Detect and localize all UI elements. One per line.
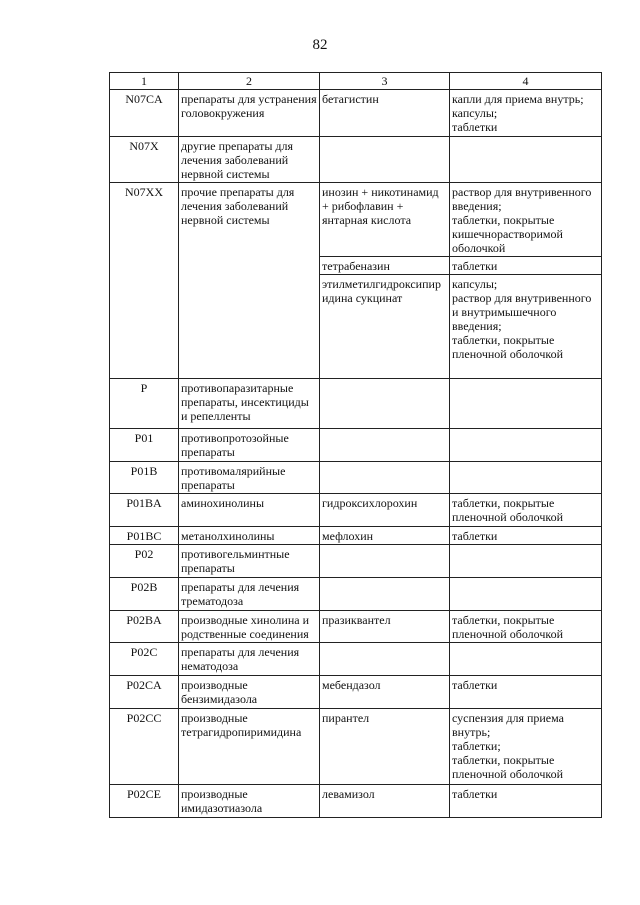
- group-name-cell: противогельминтные препараты: [179, 545, 320, 578]
- drug-name-cell: мефлохин: [320, 527, 450, 545]
- group-name-cell: метанолхинолины: [179, 527, 320, 545]
- atc-code-cell: P02BA: [110, 611, 179, 643]
- group-name-cell: противомалярийные препараты: [179, 462, 320, 494]
- group-name-cell: производные бензимидазола: [179, 676, 320, 709]
- group-name-cell: аминохинолины: [179, 494, 320, 527]
- atc-code-cell: P01BA: [110, 494, 179, 527]
- dosage-form-cell: таблетки, покрытые пленочной оболочкой: [450, 611, 602, 643]
- drug-name-cell-empty: [320, 462, 450, 494]
- table-row: [110, 429, 602, 462]
- atc-code-cell: P02CE: [110, 785, 179, 818]
- drug-name-cell: инозин + никотинамид + рибофлавин + янтарная кислота: [320, 183, 450, 257]
- dosage-form-cell-empty: [450, 545, 602, 578]
- table-body: [110, 90, 602, 818]
- atc-code-cell: P02C: [110, 643, 179, 676]
- table-row: [110, 90, 602, 137]
- dosage-form-cell-empty: [450, 643, 602, 676]
- dosage-form-cell-empty: [450, 379, 602, 429]
- table-row: [110, 785, 602, 818]
- table-row: [110, 709, 602, 785]
- drug-name-cell-empty: [320, 643, 450, 676]
- atc-code-cell: P02CA: [110, 676, 179, 709]
- atc-code-cell: N07XX: [110, 183, 179, 379]
- dosage-form-cell: капсулы; раствор для внутривенного и внутримышечного введения; таблетки, покрытые пленочной оболочкой: [450, 275, 602, 379]
- atc-code-cell: P02B: [110, 578, 179, 611]
- drug-name-cell-empty: [320, 429, 450, 462]
- drug-name-cell: тетрабеназин: [320, 257, 450, 275]
- atc-code-cell: P: [110, 379, 179, 429]
- dosage-form-cell: таблетки: [450, 785, 602, 818]
- table-row: [110, 527, 602, 545]
- table-row: [110, 462, 602, 494]
- dosage-form-cell-empty: [450, 578, 602, 611]
- drug-table: [109, 72, 602, 818]
- dosage-form-cell: суспензия для приема внутрь; таблетки; таблетки, покрытые пленочной оболочкой: [450, 709, 602, 785]
- drug-name-cell-empty: [320, 137, 450, 183]
- column-header-4: 4: [450, 73, 602, 90]
- atc-code-cell: P02CC: [110, 709, 179, 785]
- group-name-cell: производные хинолина и родственные соединения: [179, 611, 320, 643]
- table-row: [110, 379, 602, 429]
- drug-name-cell-empty: [320, 545, 450, 578]
- atc-code-cell: N07CA: [110, 90, 179, 137]
- atc-code-cell: P02: [110, 545, 179, 578]
- drug-name-cell-empty: [320, 379, 450, 429]
- page-number: 82: [312, 37, 328, 53]
- drug-name-cell-empty: [320, 578, 450, 611]
- drug-name-cell: левамизол: [320, 785, 450, 818]
- dosage-form-cell-empty: [450, 462, 602, 494]
- column-header-1: 1: [110, 73, 179, 90]
- table-row: [110, 643, 602, 676]
- dosage-form-cell: капли для приема внутрь; капсулы; таблетки: [450, 90, 602, 137]
- group-name-cell: противопротозойные препараты: [179, 429, 320, 462]
- drug-name-cell: бетагистин: [320, 90, 450, 137]
- drug-name-cell: пирантел: [320, 709, 450, 785]
- atc-code-cell: P01B: [110, 462, 179, 494]
- atc-code-cell: N07X: [110, 137, 179, 183]
- dosage-form-cell: раствор для внутривенного введения; таблетки, покрытые кишечнорастворимой оболочкой: [450, 183, 602, 257]
- group-name-cell: противопаразитарные препараты, инсектициды и репелленты: [179, 379, 320, 429]
- column-header-2: 2: [179, 73, 320, 90]
- group-name-cell: производные тетрагидропиримидина: [179, 709, 320, 785]
- dosage-form-cell: таблетки: [450, 676, 602, 709]
- dosage-form-cell-empty: [450, 429, 602, 462]
- table-row: [110, 676, 602, 709]
- header-row: [110, 73, 602, 90]
- group-name-cell: другие препараты для лечения заболеваний нервной системы: [179, 137, 320, 183]
- table-row: [110, 183, 602, 257]
- table-row: [110, 494, 602, 527]
- group-name-cell: препараты для лечения нематодоза: [179, 643, 320, 676]
- drug-name-cell: гидроксихлорохин: [320, 494, 450, 527]
- dosage-form-cell: таблетки: [450, 527, 602, 545]
- atc-code-cell: P01: [110, 429, 179, 462]
- table-row: [110, 545, 602, 578]
- table-row: [110, 611, 602, 643]
- dosage-form-cell-empty: [450, 137, 602, 183]
- drug-name-cell: этилметилгидроксипиридина сукцинат: [320, 275, 450, 379]
- group-name-cell: препараты для лечения трематодоза: [179, 578, 320, 611]
- table-row: [110, 578, 602, 611]
- group-name-cell: прочие препараты для лечения заболеваний нервной системы: [179, 183, 320, 379]
- drug-name-cell: мебендазол: [320, 676, 450, 709]
- atc-code-cell: P01BC: [110, 527, 179, 545]
- drug-name-cell: празиквантел: [320, 611, 450, 643]
- dosage-form-cell: таблетки: [450, 257, 602, 275]
- column-header-3: 3: [320, 73, 450, 90]
- group-name-cell: производные имидазотиазола: [179, 785, 320, 818]
- group-name-cell: препараты для устранения головокружения: [179, 90, 320, 137]
- dosage-form-cell: таблетки, покрытые пленочной оболочкой: [450, 494, 602, 527]
- table-row: [110, 137, 602, 183]
